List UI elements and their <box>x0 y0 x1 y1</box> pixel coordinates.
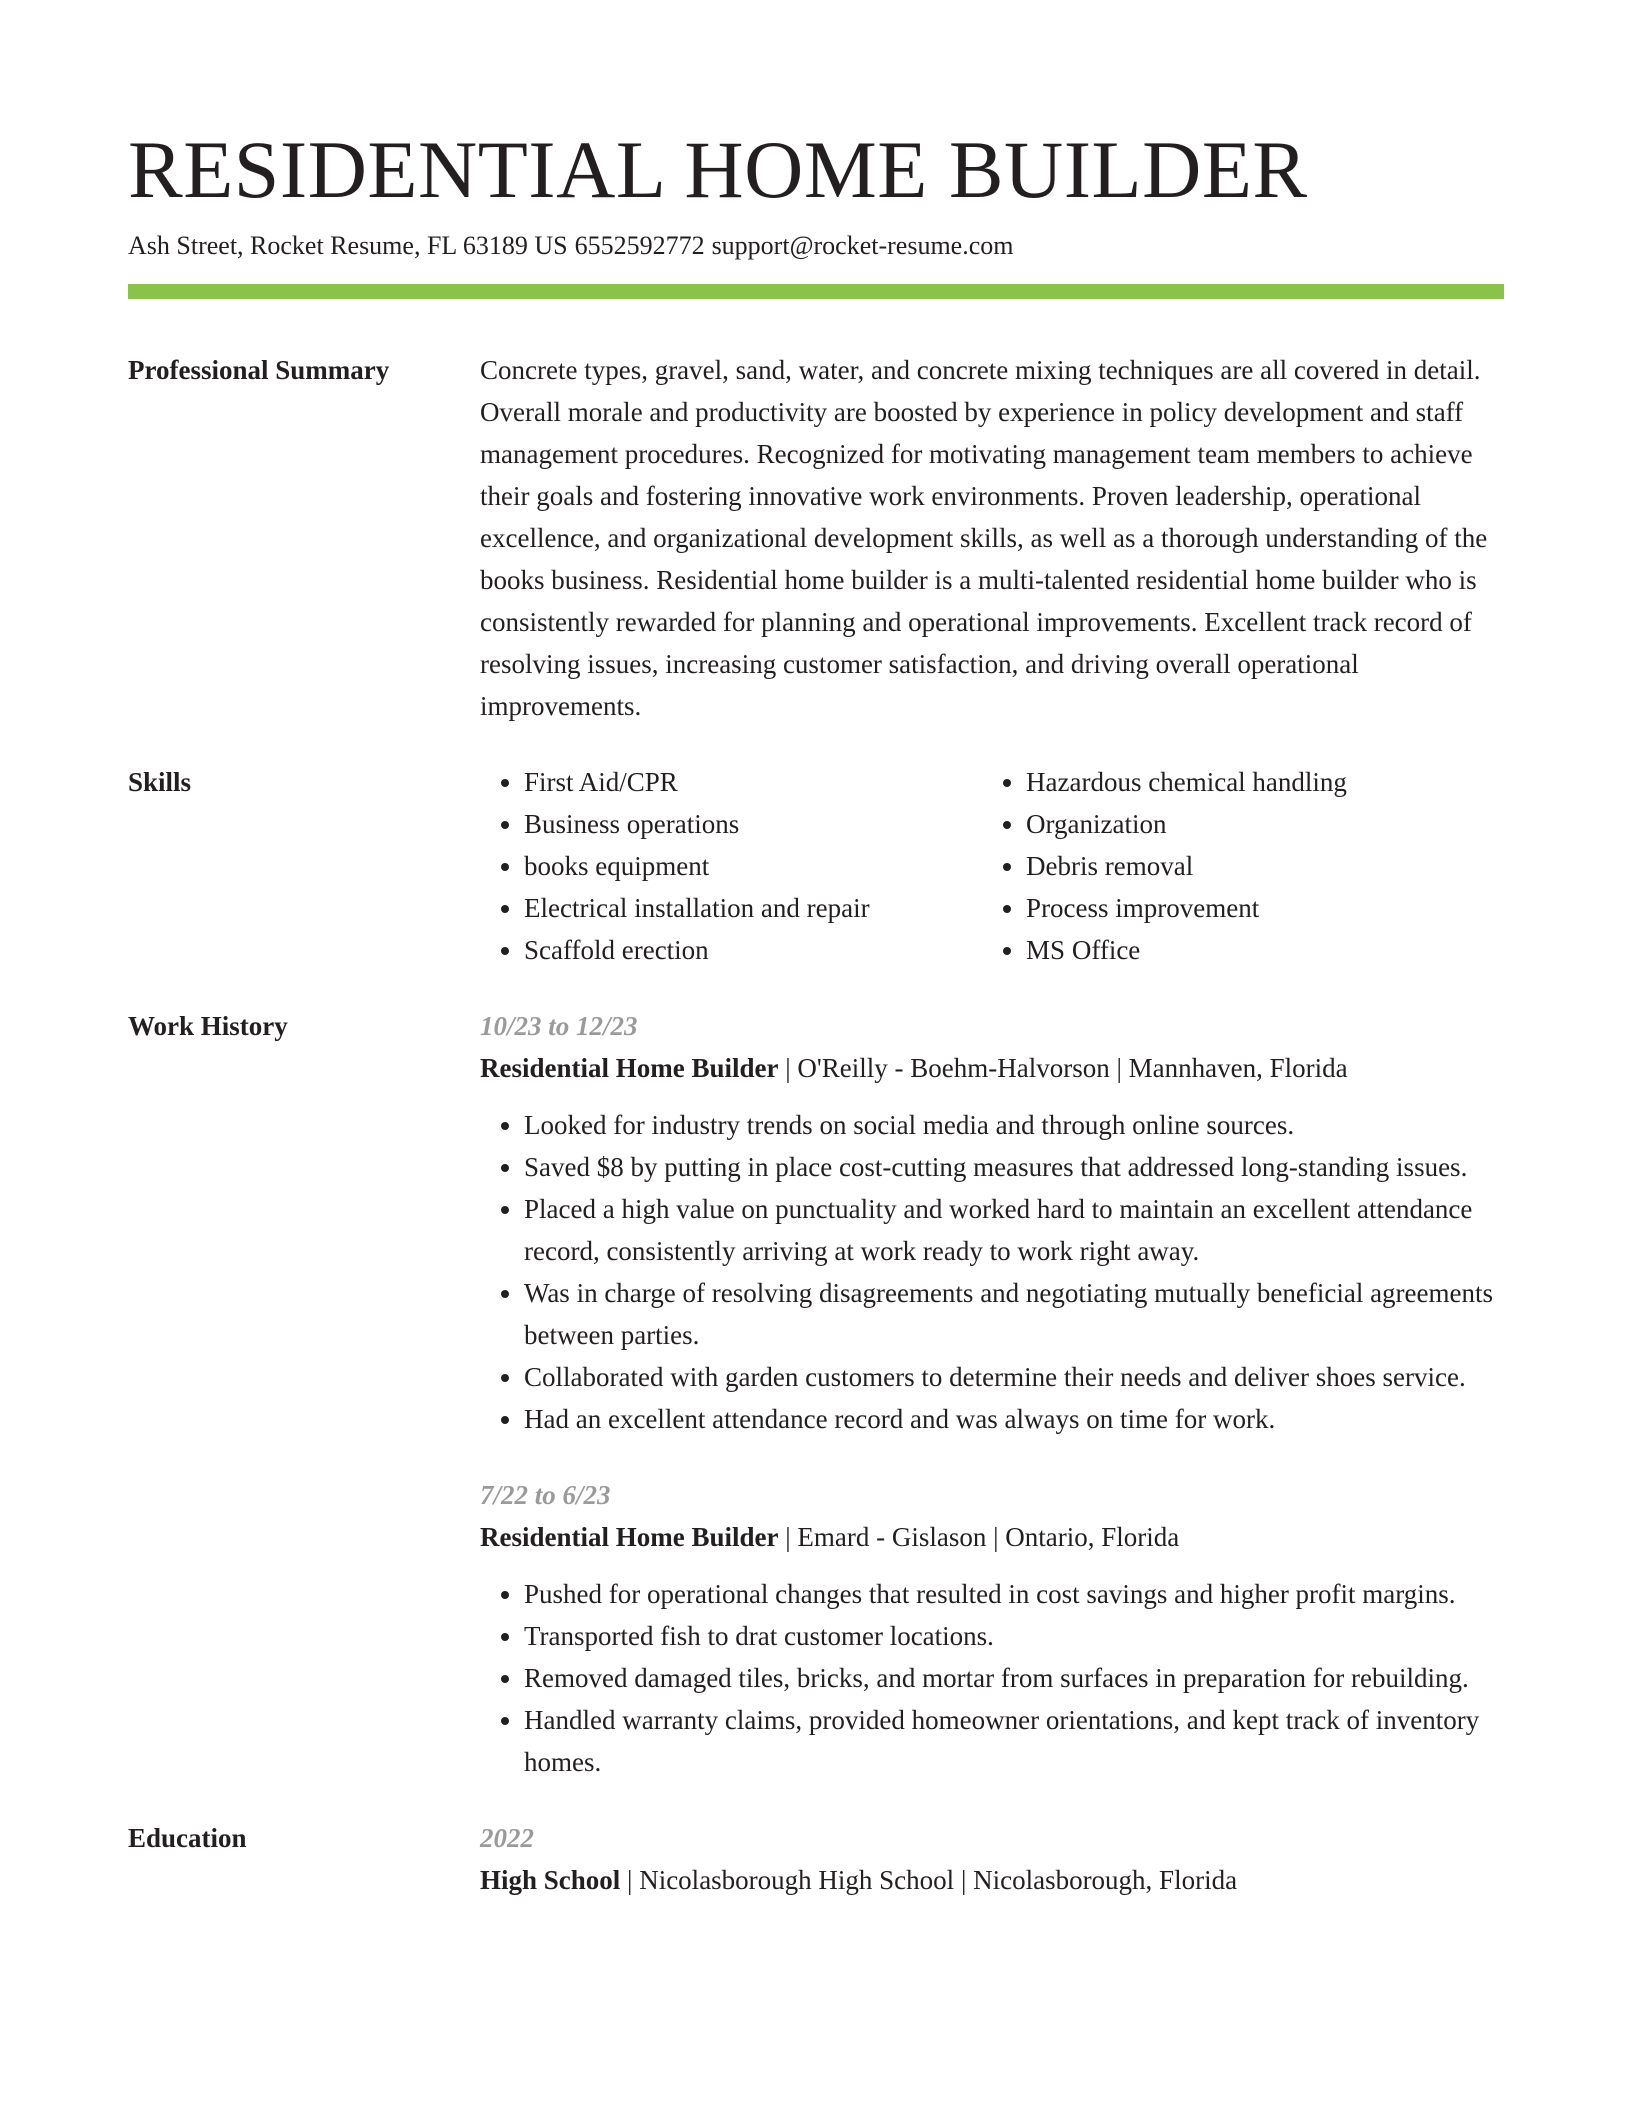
section-title-work: Work History <box>128 1011 288 1041</box>
contact-phone: 6552592772 <box>574 231 705 260</box>
skill-item: • MS Office <box>1026 929 1504 971</box>
skill-item: • Organization <box>1026 803 1504 845</box>
separator: | <box>785 1053 791 1083</box>
job-company: Emard - Gislason <box>797 1522 987 1552</box>
education-section <box>128 1817 1504 1901</box>
skill-item: • Business operations <box>524 803 982 845</box>
job-dates: 10/23 to 12/23 <box>480 1011 638 1041</box>
skills-body <box>480 761 1504 971</box>
job-entry <box>480 1005 1504 1440</box>
job-bullet: • Saved $8 by putting in place cost-cutting measures that addressed long-standing issues. <box>524 1146 1504 1188</box>
education-degree: High School <box>480 1865 621 1895</box>
job-bullets <box>480 1573 1504 1783</box>
job-bullet: • Transported fish to drat customer locations. <box>524 1615 1504 1657</box>
separator: | <box>627 1865 633 1895</box>
job-bullet: • Handled warranty claims, provided homeowner orientations, and kept track of inventory homes. <box>524 1699 1504 1783</box>
job-bullet: • Placed a high value on punctuality and worked hard to maintain an excellent attendance record, consistently arriving at work ready to work right away. <box>524 1188 1504 1272</box>
education-school: Nicolasborough High School <box>639 1865 955 1895</box>
job-location: Ontario, Florida <box>1005 1522 1180 1552</box>
skill-item: • First Aid/CPR <box>524 761 982 803</box>
job-bullets <box>480 1104 1504 1440</box>
skill-item: • Electrical installation and repair <box>524 887 982 929</box>
job-bullet: • Was in charge of resolving disagreements and negotiating mutually beneficial agreements between parties. <box>524 1272 1504 1356</box>
job-location: Mannhaven, Florida <box>1128 1053 1348 1083</box>
job-role-line <box>480 1047 1504 1089</box>
skills-column-2 <box>982 761 1504 971</box>
job-bullet: • Removed damaged tiles, bricks, and mortar from surfaces in preparation for rebuilding. <box>524 1657 1504 1699</box>
job-bullet: • Collaborated with garden customers to determine their needs and deliver shoes service. <box>524 1356 1504 1398</box>
job-role: Residential Home Builder <box>480 1053 779 1083</box>
skill-item: • Debris removal <box>1026 845 1504 887</box>
job-company: O'Reilly - Boehm-Halvorson <box>797 1053 1110 1083</box>
summary-section <box>128 349 1504 727</box>
education-location: Nicolasborough, Florida <box>973 1865 1238 1895</box>
summary-body <box>480 349 1504 727</box>
job-dates: 7/22 to 6/23 <box>480 1480 611 1510</box>
separator: | <box>993 1522 999 1552</box>
job-bullet: • Looked for industry trends on social media and through online sources. <box>524 1104 1504 1146</box>
job-bullet: • Pushed for operational changes that resulted in cost savings and higher profit margins. <box>524 1573 1504 1615</box>
contact-email: support@rocket-resume.com <box>711 231 1014 260</box>
education-year: 2022 <box>480 1823 534 1853</box>
work-section <box>128 1005 1504 1783</box>
separator: | <box>1116 1053 1122 1083</box>
section-title-summary: Professional Summary <box>128 355 390 385</box>
summary-text: Concrete types, gravel, sand, water, and concrete mixing techniques are all covered in detail. Overall morale and productivity are boosted by experience in policy development and staff management procedures. Recognized for motivating management team members to achieve their goals and fostering innovative work environments. Proven leadership, operational excellence, and organizational development skills, as well as a thorough understanding of the books business. Residential home builder is a multi-talented residential home builder who is consistently rewarded for planning and operational improvements. Excellent track record of resolving issues, increasing customer satisfaction, and driving overall operational improvements. <box>480 355 1488 721</box>
skill-item: • Hazardous chemical handling <box>1026 761 1504 803</box>
job-role-line <box>480 1516 1504 1558</box>
skill-item: • Scaffold erection <box>524 929 982 971</box>
skill-item: • books equipment <box>524 845 982 887</box>
education-body <box>480 1817 1504 1901</box>
skill-item: • Process improvement <box>1026 887 1504 929</box>
section-title-education: Education <box>128 1823 247 1853</box>
separator: | <box>785 1522 791 1552</box>
header-divider <box>128 284 1504 299</box>
job-bullet: • Had an excellent attendance record and was always on time for work. <box>524 1398 1504 1440</box>
contact-line <box>128 228 1504 264</box>
resume-name: RESIDENTIAL HOME BUILDER <box>128 124 1308 215</box>
skills-section <box>128 761 1504 971</box>
skills-column-1 <box>480 761 982 971</box>
contact-address: Ash Street, Rocket Resume, FL 63189 US <box>128 231 568 260</box>
work-body <box>480 1005 1504 1783</box>
job-entry <box>480 1474 1504 1783</box>
education-line <box>480 1859 1504 1901</box>
resume-page <box>128 120 1504 1901</box>
job-role: Residential Home Builder <box>480 1522 779 1552</box>
section-title-skills: Skills <box>128 767 192 797</box>
separator: | <box>960 1865 967 1895</box>
